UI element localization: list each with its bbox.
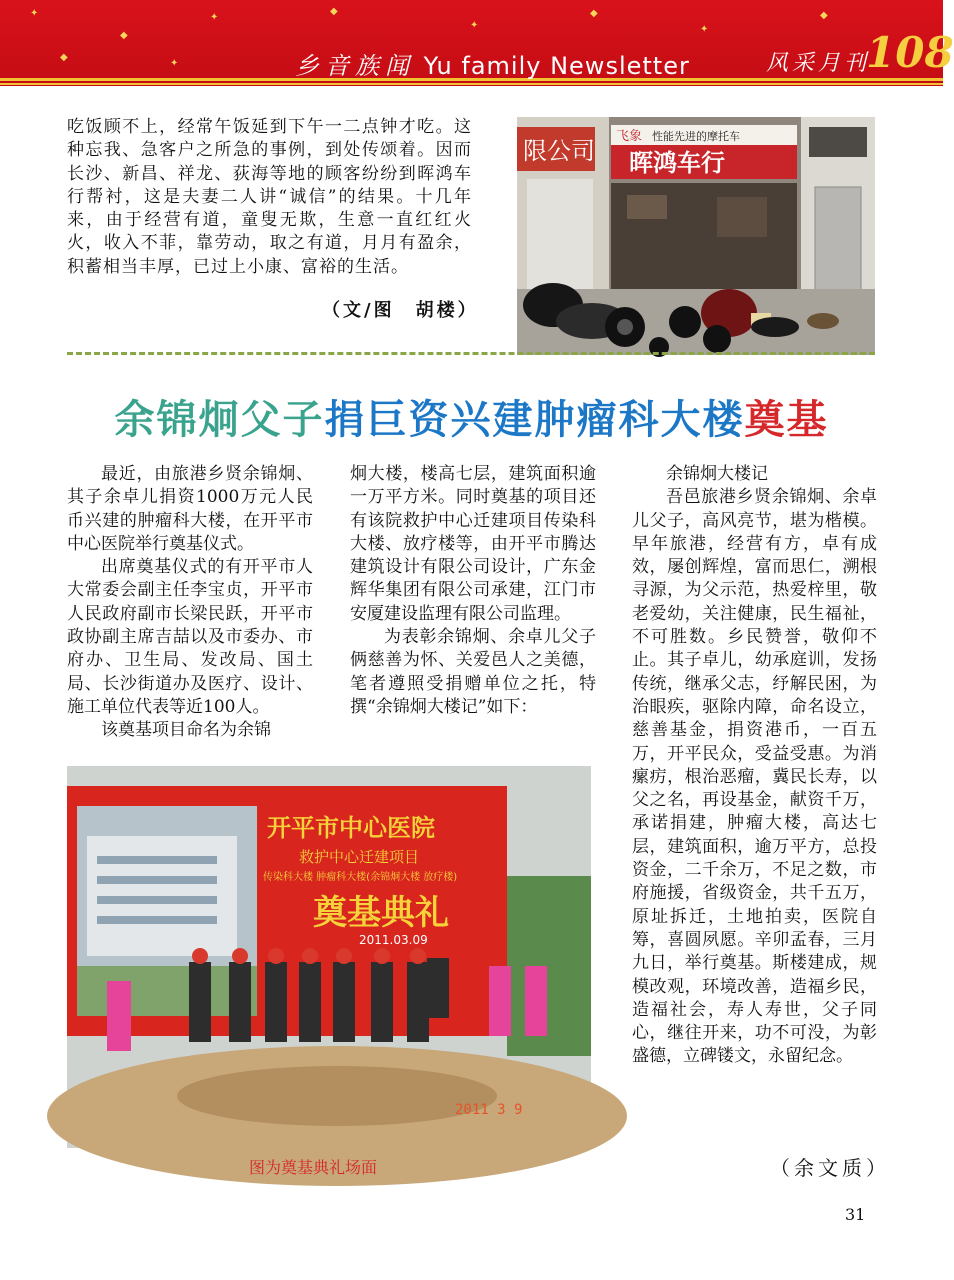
- memorial-title: 余锦炯大楼记: [666, 464, 768, 484]
- newsletter-title-en: Yu family Newsletter: [423, 52, 690, 80]
- photo-timestamp: 2011 3 9: [455, 1102, 523, 1118]
- top-article-text: [67, 116, 472, 279]
- headline-part-groundbreaking: 奠基: [744, 396, 829, 443]
- column-name: 风采月刊: [766, 51, 871, 76]
- article-headline: [0, 388, 943, 445]
- banner-date: 2011.03.09: [359, 933, 428, 947]
- groundbreaking-ceremony-photo: [67, 766, 591, 1148]
- memorial-text: 吾邑旅港乡贤余锦炯、余卓儿父子，高风亮节，堪为楷模。早年旅港，经营有方，卓有成效，屡创辉煌，富而思仁，溯根寻源，为父示范，热爱梓里，敬老爱幼，关注健康，民生福祉，不可胜数。乡民赞誉，敬仰不止。其子卓儿，幼承庭训，发扬传统，继承父志，纾解民困，为治眼疾，驱除内障，命名设立，慈善基金，捐资港币，一百五万，开平民众，受益受惠。为消瘰疠，根治恶瘤，冀民长寿，以父之名，再设基金，献资千万，承诺捐建，肿瘤大楼，高达七层，建筑面积，逾万平方，总投资金，二千余万，不足之数，市府施援，省级资金，共千五万，原址拆迁，土地拍卖，医院自筹，喜圆夙愿。辛卯孟春，三月九日，举行奠基。斯楼建成，规模改观，环境改善，造福乡民，造福社会，寿人寿世，父子同心，继往开来，功不可没，为彰盛德，立碑镂文，永留纪念。: [632, 487, 877, 1067]
- headline-part-names: 余锦炯父子: [114, 396, 325, 443]
- motorcycle-shop-photo: [517, 117, 875, 355]
- slogan-sign: 性能先进的摩托车: [652, 130, 740, 143]
- col2-paragraph-1: 炯大楼，楼高七层，建筑面积逾一万平方米。同时奠基的项目还有该院救护中心迁建项目传染科大楼、放疗楼等，由开平市腾达建筑设计有限公司设计，广东金辉华集团有限公司承建，江门市安厦建设监理有限公司监理。: [350, 464, 596, 624]
- section-divider: [67, 352, 875, 355]
- article-column-1: [67, 463, 313, 743]
- main-article-credit: （余文质）: [770, 1156, 890, 1180]
- newsletter-title: [295, 46, 690, 81]
- issue-number: 108: [866, 28, 954, 77]
- newsletter-title-cn: 乡音族闻: [295, 52, 415, 80]
- brand-sign: 飞象: [616, 129, 643, 144]
- newsletter-header: ✦ ◆ ✦ ◆ ✦ ◆ ✦ ◆ ◆ ✦: [0, 0, 943, 86]
- header-rule-bottom: [0, 83, 943, 85]
- left-shop-sign: 限公司: [523, 137, 595, 165]
- shop-name-sign: 晖鸿车行: [629, 149, 725, 177]
- col2-paragraph-2: 为表彰余锦炯、余卓儿父子俩慈善为怀、关爱邑人之美德，笔者遵照受捐赠单位之托，特撰“余锦炯大楼记”如下：: [350, 627, 596, 717]
- col1-paragraph-3: 该奠基项目命名为余锦: [101, 720, 271, 741]
- banner-project-name: 救护中心迁建项目: [299, 848, 420, 866]
- banner-hospital-name: 开平市中心医院: [267, 813, 435, 842]
- top-article-paragraph: 吃饭顾不上，经常午饭延到下午一二点钟才吃。这种忘我、急客户之所急的事例，到处传颂着。因而长沙、新昌、祥龙、荻海等地的顾客纷纷到晖鸿车行帮衬，这是夫妻二人讲“诚信”的结果。十几年来，由于经营有道，童叟无欺，生意一直红红火火，收入不菲，靠劳动，取之有道，月月有盈余，积蓄相当丰厚，已过上小康、富裕的生活。: [67, 117, 472, 277]
- headline-part-donation: 捐巨资兴建肿瘤科大楼: [324, 396, 745, 443]
- top-article-credit: （文/图 胡楼）: [322, 300, 479, 321]
- banner-building-list: 传染科大楼 肿瘤科大楼(余锦炯大楼 放疗楼): [263, 872, 458, 883]
- ceremony-photo-illustration: [67, 766, 591, 1148]
- col1-paragraph-1: 最近，由旅港乡贤余锦炯、其子余卓儿捐资1000万元人民币兴建的肿瘤科大楼，在开平市中心医院举行奠基仪式。: [67, 464, 313, 554]
- shop-photo-illustration: [517, 117, 875, 355]
- article-column-3: [632, 463, 877, 1069]
- page-number: 31: [845, 1205, 866, 1224]
- col1-paragraph-2: 出席奠基仪式的有开平市人大常委会副主任李宝贞，开平市人民政府副市长梁民跃，开平市政协副主席吉喆以及市委办、市府办、卫生局、发改局、国土局、长沙街道办及医疗、设计、施工单位代表等近100人。: [67, 557, 313, 717]
- photo-caption: 图为奠基典礼场面: [249, 1158, 378, 1177]
- article-column-2: [350, 463, 596, 719]
- banner-ceremony-title: 奠基典礼: [313, 893, 449, 933]
